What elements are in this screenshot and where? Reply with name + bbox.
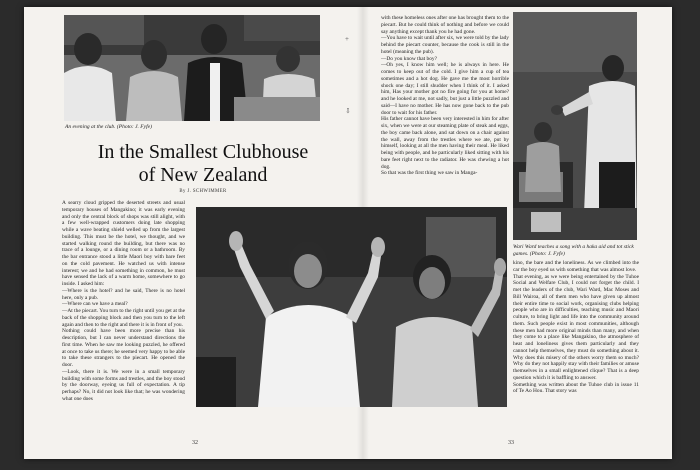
article-title-line2: of New Zealand: [138, 164, 268, 186]
photo-singing-women: [196, 207, 507, 407]
paragraph: A searry cloud gripped the deserted streets and usual temporary houses of Mangakino; it was early evening and only the central block of shops was still alight, with a few well-wrapped customers doing late shopping while a wave beating shield welled up from the largest building. This must be the hotel, we thought, and we started walking round the building, but there was no trace of a lounge, or a dining room or a bathroom. By the bar entrance stood a little Maori boy with bare feet on the cold pavement. He watched us with intense interest; we and he had something in common, he must have sensed the lack of a warm home, somewhere to go inside. I asked him:: [62, 200, 185, 287]
paragraph: —Where is the hotel? and he said, There is no hotel here, only a pub.: [62, 287, 185, 301]
paragraph: —At the piecart. You turn to the right until you get at the back of the shopping block and then you turn to the left again and then to the right and there it is in front of you.: [62, 308, 185, 328]
paragraph: —Oh yes, I know him well; he is always in here. He comes to keep out of the cold. I give him a cup of tea sometimes and a hot dog. He gave me the most horrible shock one day; I still shudder when I think of it. I asked him, Has your mother got no fire going for you at home? and he looked at me, not sadly, but just a little puzzled and said—I have no mother. He has now gone back to the pub door to wait for his father.: [381, 62, 509, 116]
article-byline: By J. SCHWIMMER: [179, 189, 227, 194]
paragraph: His father cannot have been very interested in him for after six, when we were at our steaming plate of steak and eggs, the boy came back alone, and sat down on a chair against the wall, away from the trestles where we ate, put by himself, looking at all the men having their meal. He liked being with people, and he particularly liked sitting with his bare feet right next to the radiator. He was chewing a hot dog.: [381, 116, 509, 170]
photo-caption-top: An evening at the club. (Photo: J. Fyfe): [65, 124, 152, 130]
photo-club-evening: [64, 15, 320, 121]
paragraph: —Do you know that boy?: [381, 55, 437, 62]
text-column-middle: [381, 15, 509, 203]
paragraph: Something was written about the Tuhoe club in issue 11 of Te Ao Hou. That story was: [513, 381, 639, 395]
margin-plus-mark: +: [345, 35, 349, 43]
paragraph: —Look, there it is. We were in a small temporary building with some forms and trestles, and the boy stood by the doorway, eyeing us full of expectation. A tip perhaps? No, it did not look like that; he was wondering what one does: [62, 368, 185, 402]
photo-wari-ward: [513, 12, 637, 240]
text-column-left: [62, 200, 185, 425]
page-number-right: 33: [508, 440, 514, 446]
photo-club-evening-image: [64, 15, 320, 121]
photo-singing-women-image: [196, 207, 507, 407]
paragraph: So that was the first thing we saw in Manga-: [381, 170, 478, 177]
margin-arrow-mark: ⇩: [345, 107, 351, 115]
photo-caption-right: Wari Ward teaches a song with a haka aid and tot stick games. (Photo: J. Fyfe): [513, 244, 634, 257]
paragraph: with these homeless ones after one has brought them to the piecart. But he could think of nothing and before we could say anything except thank you he had gone.: [381, 15, 509, 35]
magazine-spread: [24, 7, 672, 459]
paragraph: —You have to wait until after six, we were told by the lady behind the piecart counter, because the cook is still in the hotel (meaning the pub).: [381, 35, 509, 55]
paragraph: —Where can we have a meal?: [62, 301, 128, 308]
photo-wari-ward-image: [513, 12, 637, 240]
article-title: [78, 141, 328, 187]
paragraph: Nothing could have been more precise than his description, but I can never understand directions the first time. When he saw me looking puzzled, he offered at once to take us there; he seemed very happy to be able to take these strangers to the piecart. He opened the door.: [62, 328, 185, 368]
text-column-right: [513, 260, 639, 432]
page-number-left: 32: [192, 440, 198, 446]
paragraph: That evening, as we were being entertained by the Tuhoe Social and Welfare Club, I could not forget the child. I met the leaders of the club, Wari Ward, Mac Moses and Bill Wairoa, all of them men who have given up almost their entire time to social work, organising clubs helping people who are in difficulties, teaching music and Maori culture, to bring light and life into the community around them. Such people exist in most communities, although these men had more original minds than many, and when they come to a place like Mangakino, the atmosphere of heat and loneliness gives them particularly and they cannot help themselves, they must do something about it. Why does this misery of the others worry them so much? Why do they not happily stay with their families or amuse themselves in a small enlightened clique? That is a deep question which it is baffling to answer.: [513, 273, 639, 381]
article-title-line1: In the Smallest Clubhouse: [97, 141, 309, 163]
paragraph: kino, the bare and the loneliness. As we climbed into the car the boy eyed us with something that was almost love.: [513, 260, 639, 273]
